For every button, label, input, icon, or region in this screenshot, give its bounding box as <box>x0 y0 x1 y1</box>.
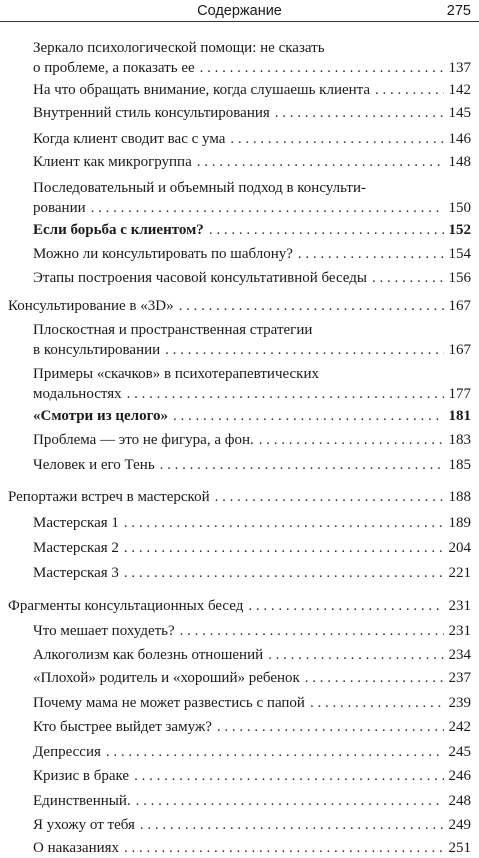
toc-page-number: 231 <box>448 623 471 639</box>
toc-entry <box>33 693 471 713</box>
toc-entry-title: Фрагменты консультационных бесед <box>8 598 244 614</box>
page-header <box>0 0 479 22</box>
toc-page-number: 156 <box>448 270 471 286</box>
toc-page-number: 189 <box>448 515 471 531</box>
toc-entry-title: Если борьба с клиентом? <box>33 222 204 238</box>
toc-entry <box>33 80 471 100</box>
toc-entry <box>33 538 471 558</box>
toc-entry-title: На что обращать внимание, когда слушаешь клиента <box>33 82 371 98</box>
dot-leader <box>215 487 444 507</box>
toc-entry <box>33 742 471 762</box>
toc-entry-title: Мастерская 3 <box>33 565 119 581</box>
toc-entry <box>33 621 471 641</box>
toc-page-number: 145 <box>448 105 471 121</box>
toc-entry-title: Консультирование в «3D» <box>8 298 174 314</box>
dot-leader <box>217 717 444 737</box>
toc-entry <box>33 268 471 288</box>
toc-page-number: 137 <box>448 60 471 76</box>
toc-page-number: 148 <box>448 154 471 170</box>
toc-entry <box>33 178 471 218</box>
dot-leader <box>305 668 444 688</box>
toc-entry <box>33 791 471 811</box>
toc-entry-title: Примеры «скачков» в психотерапевтических <box>33 366 319 382</box>
toc-entry <box>33 563 471 583</box>
toc-entry-title: Мастерская 2 <box>33 540 119 556</box>
dot-leader <box>200 58 444 78</box>
toc-entry <box>33 766 471 786</box>
toc-page-number: 177 <box>448 386 471 402</box>
toc-entry <box>33 364 471 404</box>
dot-leader <box>230 129 443 149</box>
toc-entry <box>33 430 471 450</box>
dot-leader <box>375 80 443 100</box>
toc-entry-title: Когда клиент сводит вас с ума <box>33 131 226 147</box>
toc-page-number: 248 <box>448 793 471 809</box>
toc-entry-title: модальностях <box>33 386 122 402</box>
toc-page-number: 251 <box>448 840 471 856</box>
toc-entry <box>33 244 471 264</box>
toc-page-number: 142 <box>448 82 471 98</box>
toc-page-number: 231 <box>448 598 471 614</box>
dot-leader <box>259 430 444 450</box>
toc-entry-title: Депрессия <box>33 744 101 760</box>
toc-entry-title: Зеркало психологической помощи: не сказать <box>33 40 325 56</box>
toc-entry <box>33 320 471 360</box>
toc-page-number: 150 <box>448 200 471 216</box>
dot-leader <box>197 152 444 172</box>
toc-entry-title: Этапы построения часовой консультативной беседы <box>33 270 367 286</box>
toc-page-number: 183 <box>448 432 471 448</box>
dot-leader <box>165 340 443 360</box>
toc-entry-title: Плоскостная и пространственная стратегии <box>33 322 313 338</box>
dot-leader <box>310 693 444 713</box>
dot-leader <box>180 621 444 641</box>
toc-page-number: 185 <box>448 457 471 473</box>
toc-entry <box>33 645 471 665</box>
dot-leader <box>298 244 444 264</box>
toc-entry-title: Клиент как микрогруппа <box>33 154 192 170</box>
dot-leader <box>209 220 444 240</box>
toc-page-number: 188 <box>448 489 471 505</box>
toc-page-number: 237 <box>448 670 471 686</box>
toc-entry-title: Единственный. <box>33 793 131 809</box>
toc-page-number: 167 <box>448 342 471 358</box>
header-rule <box>0 21 479 22</box>
toc-section-entry <box>8 296 471 316</box>
dot-leader <box>160 455 444 475</box>
toc-section-entry <box>8 487 471 507</box>
toc-page-number: 221 <box>448 565 471 581</box>
dot-leader <box>127 384 444 404</box>
toc-page-number: 242 <box>448 719 471 735</box>
dot-leader <box>140 815 444 835</box>
toc-entry-title: О наказаниях <box>33 840 120 856</box>
page-number: 275 <box>446 3 471 19</box>
dot-leader <box>91 198 444 218</box>
toc-entry <box>33 815 471 835</box>
toc-page-number: 181 <box>448 408 471 424</box>
toc-entry-title: Человек и его Тень <box>33 457 155 473</box>
toc-page-number: 152 <box>448 222 471 238</box>
toc-entry-title: Кто быстрее выйдет замуж? <box>33 719 212 735</box>
toc-entry <box>33 455 471 475</box>
toc-entry <box>33 717 471 737</box>
toc-entry <box>33 838 471 858</box>
dot-leader <box>372 268 444 288</box>
toc-page-number: 249 <box>448 817 471 833</box>
toc-entry-title: Репортажи встреч в мастерской <box>8 489 210 505</box>
dot-leader <box>124 838 443 858</box>
toc-page-number: 246 <box>448 768 471 784</box>
toc-entry-title: Последовательный и объемный подход в консульти- <box>33 180 366 196</box>
dot-leader <box>179 296 444 316</box>
toc-entry-title: Внутренний стиль консультирования <box>33 105 270 121</box>
toc-entry-title: Можно ли консультировать по шаблону? <box>33 246 293 262</box>
toc-entry <box>33 668 471 688</box>
toc-entry-title: Я ухожу от тебя <box>33 817 135 833</box>
toc-page-number: 234 <box>448 647 471 663</box>
toc-page-number: 146 <box>448 131 471 147</box>
toc-entry-title: ровании <box>33 200 86 216</box>
dot-leader <box>248 596 443 616</box>
toc-entry-title: о проблеме, а показать ее <box>33 60 195 76</box>
toc-page-number: 239 <box>448 695 471 711</box>
toc-entry-title: Мастерская 1 <box>33 515 119 531</box>
toc-section-entry <box>8 596 471 616</box>
toc-entry-title: в консультировании <box>33 342 161 358</box>
toc-entry <box>33 406 471 426</box>
toc-page-number: 167 <box>448 298 471 314</box>
running-title: Содержание <box>197 3 282 19</box>
toc-page-number: 204 <box>448 540 471 556</box>
dot-leader <box>268 645 443 665</box>
dot-leader <box>275 103 444 123</box>
toc-entry-title: Проблема — это не фигура, а фон. <box>33 432 254 448</box>
toc-entry <box>33 152 471 172</box>
toc-entry-title: Почему мама не может развестись с папой <box>33 695 305 711</box>
toc-entry <box>33 220 471 240</box>
toc-page-number: 245 <box>448 744 471 760</box>
toc-entry-title: Алкоголизм как болезнь отношений <box>33 647 264 663</box>
dot-leader <box>136 791 444 811</box>
toc-entry <box>33 103 471 123</box>
dot-leader <box>124 513 444 533</box>
toc-entry <box>33 513 471 533</box>
dot-leader <box>124 538 444 558</box>
toc-entry-title: «Смотри из целого» <box>33 408 169 424</box>
toc-entry-title: Кризис в браке <box>33 768 130 784</box>
dot-leader <box>134 766 443 786</box>
toc-entry <box>33 38 471 78</box>
toc-entry-title: Что мешает похудеть? <box>33 623 175 639</box>
dot-leader <box>124 563 444 583</box>
toc-entry <box>33 129 471 149</box>
dot-leader <box>173 406 443 426</box>
toc-page-number: 154 <box>448 246 471 262</box>
toc-entry-title: «Плохой» родитель и «хороший» ребенок <box>33 670 300 686</box>
dot-leader <box>106 742 444 762</box>
